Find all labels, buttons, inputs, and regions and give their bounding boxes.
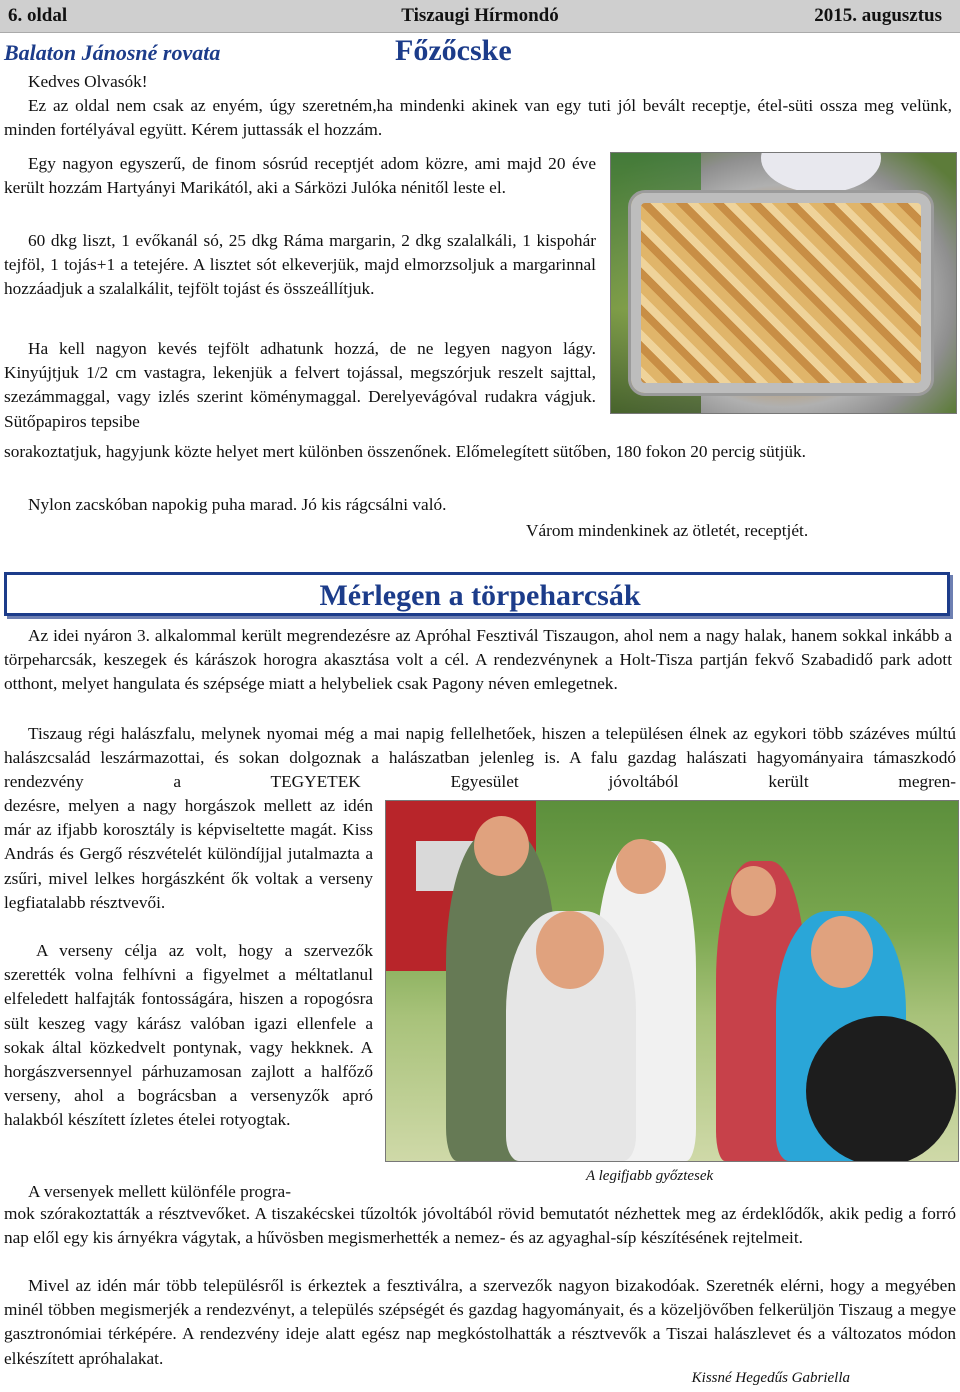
article-paragraph: Tiszaug régi halászfalu, melynek nyomai még a mai napig fellelhetőek, hiszen a településen élnek az egykori több százéves múltú halászcsalád leszármazottai, és sokan dolgoznak a halászatban jelenleg is. A falu gazdag halászati hagyományaira támaszkodó rendezvény a TEGYETEK Egyesület jóvoltából került megren- — [4, 724, 956, 792]
recipe-closing: Várom mindenkinek az ötletét, receptjét. — [526, 521, 809, 540]
page-header — [0, 0, 960, 33]
recipe-photo-pastry-sticks — [610, 152, 957, 414]
recipe-intro: Ez az oldal nem csak az enyém, úgy szeretném,ha mindenki akinek van egy tuti jól bevált receptje, étel-süti ossza meg velünk, minden fortélyával együtt. Kérem juttassák el hozzám. — [4, 96, 952, 140]
newspaper-name: Tiszaugi Hírmondó — [401, 5, 559, 26]
article-paragraph-start: A versenyek mellett különféle progra- — [28, 1182, 291, 1201]
recipe-paragraph: Egy nagyon egyszerű, de finom sósrúd receptjét adom közre, ami majd 20 éve került hozzám Hartyányi Marikától, aki a Sárközi Julóka nénitől leste el. — [4, 154, 596, 198]
column-author: Balaton Jánosné rovata — [4, 40, 221, 65]
page-number: 6. oldal — [8, 5, 68, 26]
article-signature: Kissné Hegedűs Gabriella — [691, 1370, 850, 1386]
article-title-box — [4, 572, 950, 616]
article-paragraph: mok szórakoztatták a résztvevőket. A tiszakécskei tűzoltók jóvoltából rövid bemutatót nézhettek meg az érdeklődők, akik pedig a forró nap elől egy kis árnyékra vágytak, a hűvösben megismerhették a nemez- és az agyaghal-síp készítésének rejtelmeit. — [4, 1204, 956, 1248]
recipe-paragraph: Nylon zacskóban napokig puha marad. Jó kis rágcsálni való. — [28, 495, 447, 514]
recipe-paragraph: Ha kell nagyon kevés tejfölt adhatunk hozzá, de ne legyen nagyon lágy. Kinyújtjuk 1/2 cm vastagra, lekenjük a felvert tojással, megszórjuk reszelt sajttal, szezámmaggal, vagy izlés szerint köménymaggal. Derelyevágóval rudakra vágjuk. Sütőpapiros tepsibe — [4, 339, 596, 431]
article-paragraph: dezésre, melyen a nagy horgászok mellett az idén már az ifjabb korosztály is képviseltette magát. Kiss András és Gergő részvételét különdíjjal jutalmazta a zsűri, mivel lelkes horgászként ők voltak a verseny legfiatalabb résztvevői. — [4, 796, 373, 912]
recipe-paragraph: sorakoztatjuk, hagyjunk közte helyet mert különben összenőnek. Előmelegített sütőben, 180 fokon 20 percig sütjük. — [4, 442, 806, 461]
article-paragraph: Mivel az idén már több településről is érkeztek a fesztiválra, a szervezők nagyon bizakodóak. Szeretnék elérni, hogy a megyében minél többen megismerjék a rendezvényt, a település szépségét és gazdag hagyományait, és a közeljövőben felkerüljön Tiszaug a megye gasztronómiai térképére. A rendezvény ideje alatt egész nap megkóstolhatták a résztvevők a Tiszai halászlevet és a változatos módon elkészített apróhalakat. — [4, 1276, 956, 1368]
article-paragraph: Az idei nyáron 3. alkalommal került megrendezésre az Apróhal Fesztivál Tiszaugon, ahol nem a nagy halak, hanem sokkal inkább a törpeharcsák, keszegek és kárászok horogra akasztása volt a cél. A rendezvénynek a Holt-Tisza partján fekvő Szabadidő park adott otthont, melyet hangulata és szépsége miatt a helybeliek csak Pagony néven emlegetnek. — [4, 626, 952, 694]
recipe-ingredients: 60 dkg liszt, 1 evőkanál só, 25 dkg Ráma margarin, 2 dkg szalalkáli, 1 kispohár tejföl, 1 tojás+1 a tetejére. A lisztet sót elkeverjük, majd elmorzsoljuk a margarinnal hozzáadjuk a szalalkálit, tejfölt tojást és összeállítjuk. — [4, 231, 596, 299]
greeting: Kedves Olvasók! — [28, 72, 148, 91]
recipe-section-title: Főzőcske — [395, 34, 512, 67]
article-title: Mérlegen a törpeharcsák — [319, 579, 641, 612]
photo-caption: A legifjabb győztesek — [586, 1168, 714, 1184]
issue-date: 2015. augusztus — [814, 5, 942, 26]
article-photo-young-winners — [385, 800, 959, 1162]
article-paragraph: A verseny célja az volt, hogy a szervezők szerették volna felhívni a figyelmet a méltatlanul elfeledett halfajták fontosságára, hiszen a ropogósra sült keszeg vagy kárász valóban igazi ellenfele a sokak által közkedvelt pontynak, vagy hekknek. A horgászversennyel párhuzamosan zajlott a halfőző verseny, ahol a bográcsban a versenyzők apró halakból készített ízletes ételei rotyogtak. — [4, 941, 373, 1130]
